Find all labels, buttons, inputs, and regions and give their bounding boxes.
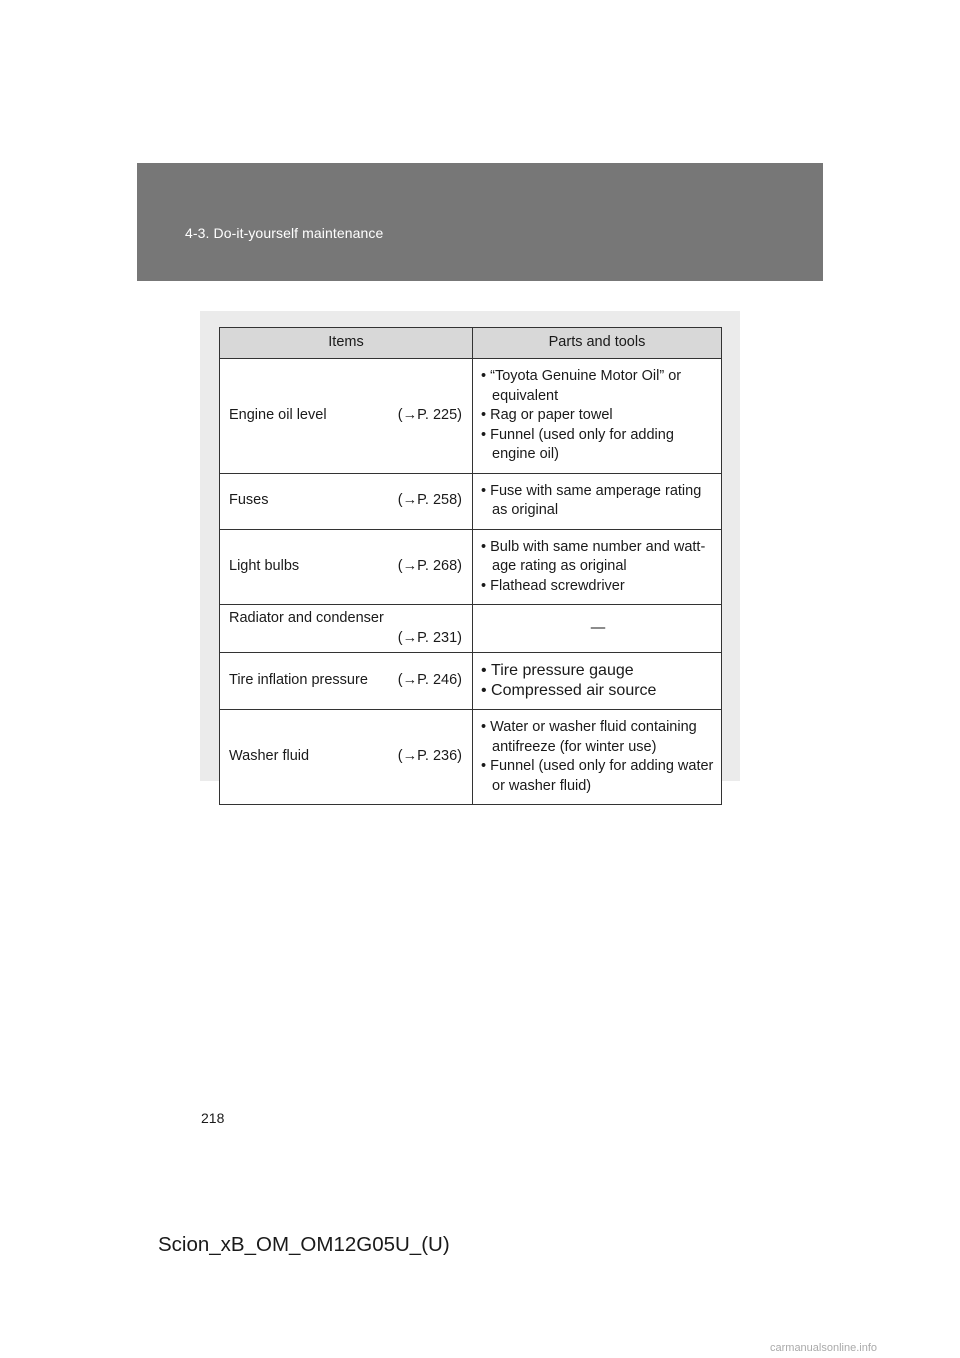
tools-cell	[473, 710, 722, 805]
tool-item: • Bulb with same number and watt-age rating as original	[481, 538, 715, 577]
page-reference: (→P. 268)	[397, 558, 462, 574]
column-header-items: Items	[220, 328, 473, 359]
column-header-parts-tools: Parts and tools	[473, 328, 722, 359]
table-row	[220, 473, 722, 529]
item-name: Washer fluid	[229, 748, 310, 765]
page-reference: (→P. 236)	[397, 748, 462, 765]
item-cell	[220, 605, 473, 653]
page-reference: (→P. 225)	[397, 407, 462, 423]
table-row	[220, 529, 722, 605]
parts-table	[219, 327, 722, 805]
document-code: Scion_xB_OM_OM12G05U_(U)	[158, 1233, 450, 1256]
item-name: Light bulbs	[229, 558, 300, 574]
tools-cell	[473, 473, 722, 529]
tool-item: • Water or washer fluid containing antifreeze (for winter use)	[481, 718, 715, 757]
item-name: Fuses	[229, 492, 269, 509]
item-name: Radiator and condenser	[229, 610, 384, 626]
tool-item: • Compressed air source	[481, 681, 715, 701]
page-reference: (→P. 258)	[397, 492, 462, 509]
tool-item: • Tire pressure gauge	[481, 661, 715, 681]
page-number: 218	[201, 1110, 225, 1126]
no-tools-dash: —	[590, 619, 606, 636]
tools-cell	[473, 605, 722, 653]
tool-item: • Flathead screwdriver	[481, 577, 715, 597]
table-row	[220, 653, 722, 710]
watermark: carmanualsonline.info	[770, 1342, 878, 1354]
tool-item: • Fuse with same amperage rating as original	[481, 482, 715, 521]
page-reference: (→P. 246)	[397, 672, 462, 689]
table-row	[220, 359, 722, 474]
parts-panel	[200, 311, 740, 794]
item-cell	[220, 529, 473, 605]
table-row	[220, 605, 722, 653]
tools-cell	[473, 359, 722, 474]
item-cell	[220, 359, 473, 474]
section-title: 4-3. Do-it-yourself maintenance	[185, 225, 384, 241]
tools-cell	[473, 653, 722, 710]
table-row	[220, 710, 722, 805]
header-band	[137, 163, 823, 281]
item-cell	[220, 710, 473, 805]
tool-item: • Funnel (used only for adding engine oil)	[481, 426, 715, 465]
item-name: Tire inflation pressure	[229, 672, 368, 689]
tools-cell	[473, 529, 722, 605]
page-reference: (→P. 231)	[397, 629, 462, 646]
item-cell	[220, 653, 473, 710]
item-cell	[220, 473, 473, 529]
item-name: Engine oil level	[229, 407, 327, 423]
tool-item: • “Toyota Genuine Motor Oil” or equivalent	[481, 367, 715, 406]
tool-item: • Funnel (used only for adding water or washer fluid)	[481, 757, 715, 796]
tool-item: • Rag or paper towel	[481, 406, 715, 426]
table-header-row	[220, 328, 722, 359]
